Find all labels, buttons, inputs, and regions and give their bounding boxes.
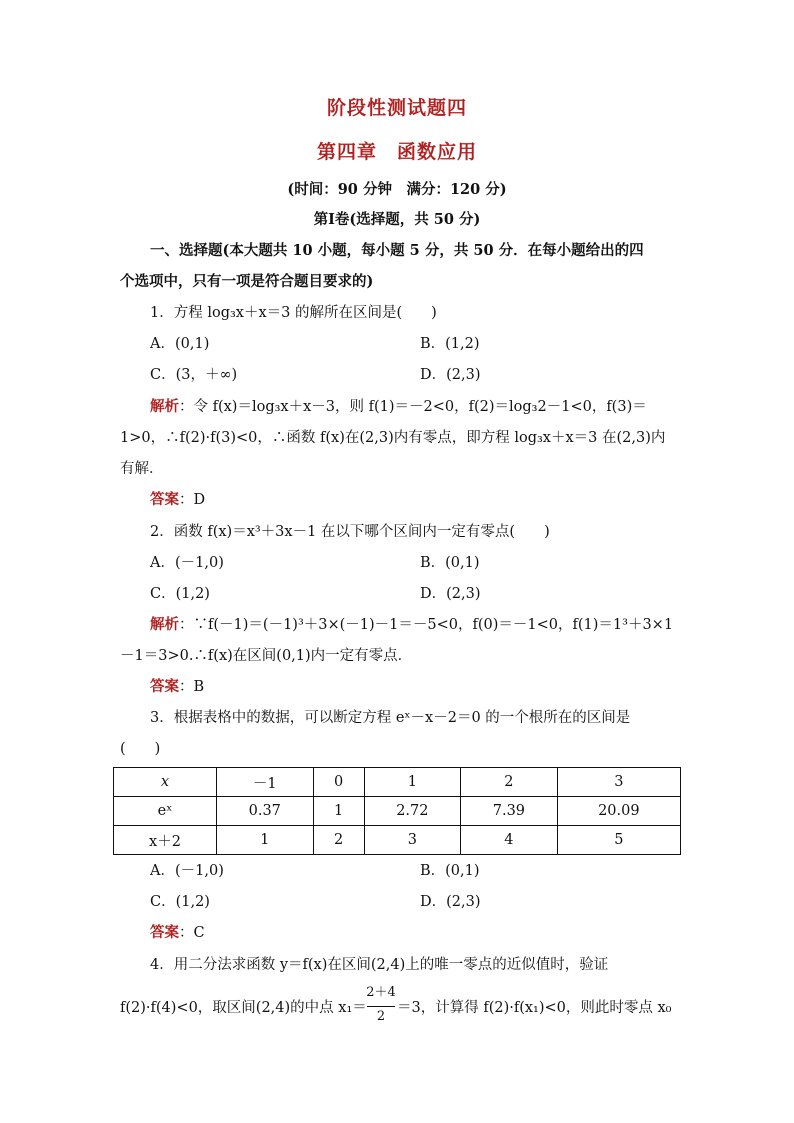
q3-option-b: B．(0,1) [420, 863, 480, 879]
q2-option-c: C．(1,2) [150, 586, 210, 602]
table-cell: 5 [557, 826, 680, 855]
table-cell: 20.09 [557, 797, 680, 826]
q3-option-a: A．(－1,0) [150, 863, 224, 879]
q2-analysis-line1: 解析：∵f(－1)＝(－1)³＋3×(－1)－1＝－5<0，f(0)＝－1<0，f(1)＝1³＋3×1 [150, 616, 674, 633]
chapter-title: 第四章 函数应用 [316, 141, 477, 163]
q4-stem-line2a: f(2)·f(4)<0，取区间(2,4)的中点 x₁＝ [120, 1000, 367, 1016]
section-instructions-line2: 个选项中，只有一项是符合题目要求的) [120, 273, 374, 290]
answer-label: 答案 [150, 491, 179, 508]
table-cell: 1 [364, 768, 461, 797]
q4-fraction-bar [367, 1006, 395, 1007]
table-cell: 1 [313, 797, 364, 826]
table-cell: 0.37 [217, 797, 314, 826]
table-cell: －1 [217, 768, 314, 797]
table-cell: 3 [364, 826, 461, 855]
section-instructions-line1: 一、选择题(本大题共 10 小题，每小题 5 分，共 50 分．在每小题给出的四 [150, 242, 644, 259]
q1-answer: 答案：D [150, 491, 206, 508]
q4-stem-line1: 4．用二分法求函数 y＝f(x)在区间(2,4)上的唯一零点的近似值时，验证 [150, 957, 609, 973]
q3-option-d: D．(2,3) [420, 894, 481, 910]
table-row [114, 768, 681, 797]
table-cell: eˣ [114, 797, 217, 826]
q4-stem-line2b: ＝3，计算得 f(2)·f(x₁)<0，则此时零点 x₀ [397, 1000, 672, 1016]
q3-stem-line2: ( ) [120, 741, 161, 757]
table-cell: 2.72 [364, 797, 461, 826]
q2-analysis-line2: －1＝3>0.∴f(x)在区间(0,1)内一定有零点． [120, 648, 413, 664]
part-heading: 第Ⅰ卷(选择题，共 50 分) [313, 211, 481, 228]
table-cell: 2 [313, 826, 364, 855]
table-row [114, 826, 681, 855]
table-cell: 4 [461, 826, 558, 855]
table-cell: 2 [461, 768, 558, 797]
time-info: (时间：90 分钟 满分：120 分) [287, 181, 507, 198]
q1-analysis-line1: 解析：令 f(x)＝log₃x＋x－3，则 f(1)＝－2<0，f(2)＝log₃2－1<0，f(3)＝ [150, 398, 647, 415]
table-cell: x＋2 [114, 826, 217, 855]
table-cell: 7.39 [461, 797, 558, 826]
analysis-label: 解析 [150, 398, 179, 415]
q2-option-d: D．(2,3) [420, 586, 481, 602]
q1-option-d: D．(2,3) [420, 367, 481, 383]
test-title: 阶段性测试题四 [326, 97, 467, 119]
q3-answer: 答案：C [150, 924, 205, 941]
table-cell: 0 [313, 768, 364, 797]
q2-option-a: A．(－1,0) [150, 555, 224, 571]
q3-data-table [113, 767, 681, 855]
q1-stem: 1．方程 log₃x＋x＝3 的解所在区间是( ) [150, 305, 437, 321]
answer-label: 答案 [150, 678, 179, 695]
answer-label: 答案 [150, 924, 179, 941]
q2-answer: 答案：B [150, 678, 205, 695]
table-cell: x [114, 768, 217, 797]
q1-analysis-line2: 1>0，∴f(2)·f(3)<0，∴函数 f(x)在(2,3)内有零点，即方程 log₃x＋x＝3 在(2,3)内 [120, 430, 666, 446]
table-cell: 3 [557, 768, 680, 797]
q1-analysis-line3: 有解． [120, 461, 164, 477]
q3-option-c: C．(1,2) [150, 894, 210, 910]
q1-option-a: A．(0,1) [150, 336, 210, 352]
analysis-label: 解析 [150, 616, 179, 633]
q1-option-c: C．(3，＋∞) [150, 367, 238, 383]
q2-stem: 2．函数 f(x)＝x³＋3x－1 在以下哪个区间内一定有零点( ) [150, 524, 550, 540]
q3-stem-line1: 3．根据表格中的数据，可以断定方程 eˣ－x－2＝0 的一个根所在的区间是 [150, 710, 631, 726]
table-row [114, 797, 681, 826]
q1-option-b: B．(1,2) [420, 336, 480, 352]
q2-option-b: B．(0,1) [420, 555, 480, 571]
q4-fraction-numerator: 2＋4 [366, 985, 396, 1000]
q4-fraction-denominator: 2 [376, 1009, 386, 1024]
table-cell: 1 [217, 826, 314, 855]
